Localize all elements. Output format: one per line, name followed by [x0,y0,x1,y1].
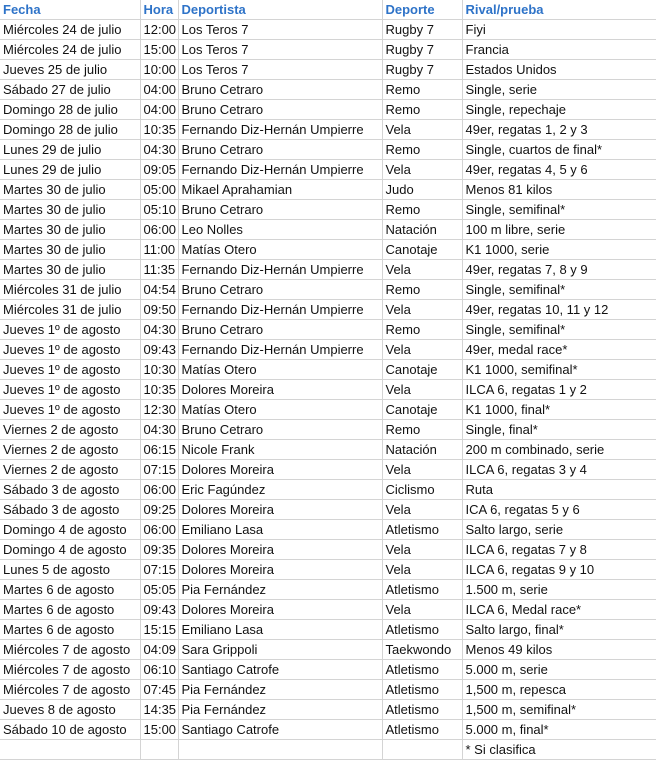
cell-fecha[interactable]: Viernes 2 de agosto [0,440,140,460]
cell-fecha[interactable]: Sábado 3 de agosto [0,480,140,500]
cell-fecha[interactable]: Martes 6 de agosto [0,620,140,640]
table-row [0,100,656,120]
header-hora[interactable]: Hora [140,0,178,20]
cell-hora[interactable]: 06:00 [140,220,178,240]
cell-deporte[interactable]: Vela [382,500,462,520]
table-row [0,460,656,480]
cell-rival[interactable]: ILCA 6, Medal race* [462,600,656,620]
cell-deportista[interactable]: Pia Fernández [178,580,382,600]
cell-hora[interactable]: 09:43 [140,340,178,360]
cell-deportista[interactable]: Los Teros 7 [178,40,382,60]
cell-hora[interactable]: 10:30 [140,360,178,380]
table-row [0,300,656,320]
table-row [0,400,656,420]
header-deportista[interactable]: Deportista [178,0,382,20]
table-row [0,480,656,500]
cell-rival[interactable]: Single, cuartos de final* [462,140,656,160]
cell-rival[interactable]: 100 m libre, serie [462,220,656,240]
table-row [0,20,656,40]
cell-rival[interactable]: Single, serie [462,80,656,100]
cell-fecha[interactable]: Viernes 2 de agosto [0,460,140,480]
cell-hora[interactable]: 06:15 [140,440,178,460]
cell-deportista[interactable]: Pia Fernández [178,680,382,700]
cell-deporte[interactable]: Atletismo [382,680,462,700]
cell-rival[interactable]: 1.500 m, serie [462,580,656,600]
cell-rival[interactable]: 49er, regatas 10, 11 y 12 [462,300,656,320]
cell-fecha[interactable]: Domingo 28 de julio [0,100,140,120]
cell-fecha[interactable]: Jueves 1º de agosto [0,380,140,400]
cell-deportista[interactable]: Bruno Cetraro [178,140,382,160]
footnote[interactable]: * Si clasifica [462,740,656,760]
cell-deportista[interactable]: Santiago Catrofe [178,660,382,680]
cell-fecha[interactable]: Jueves 1º de agosto [0,340,140,360]
cell-deporte[interactable]: Vela [382,460,462,480]
cell-fecha[interactable]: Sábado 27 de julio [0,80,140,100]
cell-deportista[interactable]: Eric Fagúndez [178,480,382,500]
cell-rival[interactable]: ILCA 6, regatas 3 y 4 [462,460,656,480]
cell-deportista[interactable]: Matías Otero [178,400,382,420]
cell-deporte[interactable]: Canotaje [382,240,462,260]
cell-hora[interactable]: 09:35 [140,540,178,560]
cell-deporte[interactable]: Ciclismo [382,480,462,500]
cell-deportista[interactable]: Bruno Cetraro [178,80,382,100]
cell-fecha[interactable]: Martes 6 de agosto [0,600,140,620]
cell-deportista[interactable]: Leo Nolles [178,220,382,240]
cell-hora[interactable]: 06:00 [140,480,178,500]
table-row [0,580,656,600]
cell-deporte[interactable]: Rugby 7 [382,60,462,80]
cell-hora[interactable]: 04:00 [140,100,178,120]
cell-rival[interactable]: 49er, medal race* [462,340,656,360]
cell-fecha[interactable]: Lunes 29 de julio [0,140,140,160]
cell-rival[interactable]: 1,500 m, repesca [462,680,656,700]
cell-rival[interactable]: Single, semifinal* [462,200,656,220]
cell-deporte[interactable]: Vela [382,540,462,560]
table-row [0,440,656,460]
cell-fecha[interactable]: Lunes 5 de agosto [0,560,140,580]
cell-hora[interactable]: 07:15 [140,560,178,580]
cell-rival[interactable]: K1 1000, final* [462,400,656,420]
cell-hora[interactable]: 06:10 [140,660,178,680]
empty-cell[interactable] [178,740,382,760]
cell-deporte[interactable]: Remo [382,80,462,100]
cell-deporte[interactable]: Atletismo [382,580,462,600]
cell-deporte[interactable]: Remo [382,320,462,340]
cell-deporte[interactable]: Vela [382,340,462,360]
table-row [0,520,656,540]
cell-deportista[interactable]: Sara Grippoli [178,640,382,660]
cell-deportista[interactable]: Pia Fernández [178,700,382,720]
cell-hora[interactable]: 10:35 [140,380,178,400]
cell-deportista[interactable]: Dolores Moreira [178,380,382,400]
cell-deportista[interactable]: Fernando Diz-Hernán Umpierre [178,160,382,180]
table-row [0,640,656,660]
cell-hora[interactable]: 15:00 [140,720,178,740]
cell-rival[interactable]: 200 m combinado, serie [462,440,656,460]
cell-deportista[interactable]: Nicole Frank [178,440,382,460]
cell-deporte[interactable]: Remo [382,140,462,160]
cell-rival[interactable]: Salto largo, serie [462,520,656,540]
cell-deportista[interactable]: Bruno Cetraro [178,280,382,300]
cell-rival[interactable]: Menos 49 kilos [462,640,656,660]
cell-hora[interactable]: 06:00 [140,520,178,540]
cell-deportista[interactable]: Emiliano Lasa [178,620,382,640]
table-row [0,220,656,240]
table-row [0,80,656,100]
table-row [0,280,656,300]
cell-fecha[interactable]: Sábado 3 de agosto [0,500,140,520]
cell-rival[interactable]: 5.000 m, final* [462,720,656,740]
cell-deportista[interactable]: Dolores Moreira [178,560,382,580]
cell-hora[interactable]: 07:45 [140,680,178,700]
cell-deportista[interactable]: Santiago Catrofe [178,720,382,740]
cell-rival[interactable]: K1 1000, serie [462,240,656,260]
cell-deporte[interactable]: Natación [382,440,462,460]
cell-deporte[interactable]: Judo [382,180,462,200]
cell-hora[interactable]: 12:00 [140,20,178,40]
cell-deporte[interactable]: Remo [382,200,462,220]
cell-hora[interactable]: 10:00 [140,60,178,80]
cell-deporte[interactable]: Vela [382,260,462,280]
cell-fecha[interactable]: Lunes 29 de julio [0,160,140,180]
cell-deportista[interactable]: Dolores Moreira [178,600,382,620]
cell-hora[interactable]: 11:00 [140,240,178,260]
table-row [0,560,656,580]
table-row [0,180,656,200]
cell-rival[interactable]: ILCA 6, regatas 9 y 10 [462,560,656,580]
cell-deporte[interactable]: Vela [382,560,462,580]
cell-deportista[interactable]: Matías Otero [178,240,382,260]
cell-deportista[interactable]: Matías Otero [178,360,382,380]
cell-hora[interactable]: 15:00 [140,40,178,60]
cell-rival[interactable]: K1 1000, semifinal* [462,360,656,380]
cell-fecha[interactable]: Jueves 8 de agosto [0,700,140,720]
cell-rival[interactable]: Single, final* [462,420,656,440]
cell-deporte[interactable]: Vela [382,600,462,620]
table-row [0,120,656,140]
cell-deporte[interactable]: Atletismo [382,660,462,680]
table-row [0,380,656,400]
cell-fecha[interactable]: Domingo 28 de julio [0,120,140,140]
cell-rival[interactable]: 5.000 m, serie [462,660,656,680]
cell-fecha[interactable]: Miércoles 31 de julio [0,280,140,300]
cell-fecha[interactable]: Domingo 4 de agosto [0,540,140,560]
table-row [0,40,656,60]
cell-rival[interactable]: ILCA 6, regatas 1 y 2 [462,380,656,400]
cell-fecha[interactable]: Miércoles 24 de julio [0,40,140,60]
table-row [0,660,656,680]
table-row [0,500,656,520]
cell-deporte[interactable]: Canotaje [382,360,462,380]
cell-fecha[interactable]: Jueves 1º de agosto [0,400,140,420]
cell-hora[interactable]: 05:10 [140,200,178,220]
cell-fecha[interactable]: Martes 30 de julio [0,260,140,280]
cell-fecha[interactable]: Martes 30 de julio [0,240,140,260]
table-row [0,140,656,160]
cell-hora[interactable]: 15:15 [140,620,178,640]
header-fecha[interactable]: Fecha [0,0,140,20]
cell-hora[interactable]: 09:25 [140,500,178,520]
cell-deportista[interactable]: Bruno Cetraro [178,100,382,120]
cell-hora[interactable]: 09:05 [140,160,178,180]
cell-deportista[interactable]: Dolores Moreira [178,500,382,520]
cell-hora[interactable]: 04:30 [140,420,178,440]
cell-rival[interactable]: 49er, regatas 4, 5 y 6 [462,160,656,180]
cell-rival[interactable]: Single, semifinal* [462,280,656,300]
cell-deporte[interactable]: Remo [382,420,462,440]
cell-hora[interactable]: 07:15 [140,460,178,480]
table-row [0,160,656,180]
cell-deportista[interactable]: Los Teros 7 [178,20,382,40]
empty-cell[interactable] [0,740,140,760]
table-row [0,200,656,220]
cell-deporte[interactable]: Rugby 7 [382,40,462,60]
cell-deportista[interactable]: Fernando Diz-Hernán Umpierre [178,120,382,140]
table-row [0,600,656,620]
cell-rival[interactable]: Single, semifinal* [462,320,656,340]
cell-deportista[interactable]: Bruno Cetraro [178,200,382,220]
cell-deporte[interactable]: Atletismo [382,700,462,720]
cell-rival[interactable]: Estados Unidos [462,60,656,80]
cell-deporte[interactable]: Atletismo [382,520,462,540]
table-row [0,720,656,740]
cell-fecha[interactable]: Viernes 2 de agosto [0,420,140,440]
table-row [0,420,656,440]
cell-fecha[interactable]: Jueves 1º de agosto [0,360,140,380]
cell-deporte[interactable]: Canotaje [382,400,462,420]
cell-rival[interactable]: ILCA 6, regatas 7 y 8 [462,540,656,560]
cell-deporte[interactable]: Natación [382,220,462,240]
cell-hora[interactable]: 04:30 [140,140,178,160]
cell-deporte[interactable]: Remo [382,280,462,300]
table-row [0,240,656,260]
cell-deporte[interactable]: Vela [382,120,462,140]
cell-fecha[interactable]: Miércoles 31 de julio [0,300,140,320]
cell-fecha[interactable]: Miércoles 7 de agosto [0,640,140,660]
cell-deportista[interactable]: Los Teros 7 [178,60,382,80]
cell-deporte[interactable]: Atletismo [382,720,462,740]
cell-fecha[interactable]: Miércoles 7 de agosto [0,660,140,680]
cell-deportista[interactable]: Fernando Diz-Hernán Umpierre [178,340,382,360]
cell-hora[interactable]: 04:00 [140,80,178,100]
table-row [0,320,656,340]
cell-fecha[interactable]: Domingo 4 de agosto [0,520,140,540]
cell-rival[interactable]: Single, repechaje [462,100,656,120]
table-row [0,620,656,640]
cell-deporte[interactable]: Rugby 7 [382,20,462,40]
cell-deportista[interactable]: Emiliano Lasa [178,520,382,540]
cell-deportista[interactable]: Dolores Moreira [178,540,382,560]
cell-rival[interactable]: Fiyi [462,20,656,40]
table-row [0,540,656,560]
cell-fecha[interactable]: Jueves 25 de julio [0,60,140,80]
cell-hora[interactable]: 14:35 [140,700,178,720]
cell-fecha[interactable]: Jueves 1º de agosto [0,320,140,340]
table-row [0,260,656,280]
cell-hora[interactable]: 05:00 [140,180,178,200]
cell-fecha[interactable]: Martes 30 de julio [0,180,140,200]
table-row [0,360,656,380]
cell-rival[interactable]: Salto largo, final* [462,620,656,640]
cell-deportista[interactable]: Mikael Aprahamian [178,180,382,200]
cell-deporte[interactable]: Atletismo [382,620,462,640]
cell-deporte[interactable]: Vela [382,300,462,320]
cell-fecha[interactable]: Martes 30 de julio [0,200,140,220]
empty-cell[interactable] [382,740,462,760]
cell-rival[interactable]: Menos 81 kilos [462,180,656,200]
cell-hora[interactable]: 04:30 [140,320,178,340]
cell-rival[interactable]: 49er, regatas 1, 2 y 3 [462,120,656,140]
header-row [0,0,656,20]
table-row [0,60,656,80]
cell-fecha[interactable]: Martes 30 de julio [0,220,140,240]
footnote-row [0,740,656,760]
cell-deporte[interactable]: Vela [382,160,462,180]
cell-fecha[interactable]: Martes 6 de agosto [0,580,140,600]
cell-rival[interactable]: 1,500 m, semifinal* [462,700,656,720]
cell-rival[interactable]: Ruta [462,480,656,500]
cell-deportista[interactable]: Fernando Diz-Hernán Umpierre [178,260,382,280]
cell-hora[interactable]: 09:50 [140,300,178,320]
cell-hora[interactable]: 09:43 [140,600,178,620]
cell-rival[interactable]: Francia [462,40,656,60]
cell-deporte[interactable]: Remo [382,100,462,120]
cell-hora[interactable]: 05:05 [140,580,178,600]
table-row [0,340,656,360]
header-deporte[interactable]: Deporte [382,0,462,20]
cell-hora[interactable]: 10:35 [140,120,178,140]
cell-deporte[interactable]: Taekwondo [382,640,462,660]
cell-fecha[interactable]: Sábado 10 de agosto [0,720,140,740]
cell-hora[interactable]: 11:35 [140,260,178,280]
cell-deportista[interactable]: Dolores Moreira [178,460,382,480]
cell-hora[interactable]: 04:09 [140,640,178,660]
header-rival[interactable]: Rival/prueba [462,0,656,20]
cell-hora[interactable]: 04:54 [140,280,178,300]
cell-hora[interactable]: 12:30 [140,400,178,420]
cell-rival[interactable]: 49er, regatas 7, 8 y 9 [462,260,656,280]
cell-deportista[interactable]: Bruno Cetraro [178,320,382,340]
empty-cell[interactable] [140,740,178,760]
table-row [0,700,656,720]
cell-fecha[interactable]: Miércoles 7 de agosto [0,680,140,700]
cell-rival[interactable]: ICA 6, regatas 5 y 6 [462,500,656,520]
cell-deportista[interactable]: Fernando Diz-Hernán Umpierre [178,300,382,320]
cell-deportista[interactable]: Bruno Cetraro [178,420,382,440]
cell-deporte[interactable]: Vela [382,380,462,400]
cell-fecha[interactable]: Miércoles 24 de julio [0,20,140,40]
table-row [0,680,656,700]
